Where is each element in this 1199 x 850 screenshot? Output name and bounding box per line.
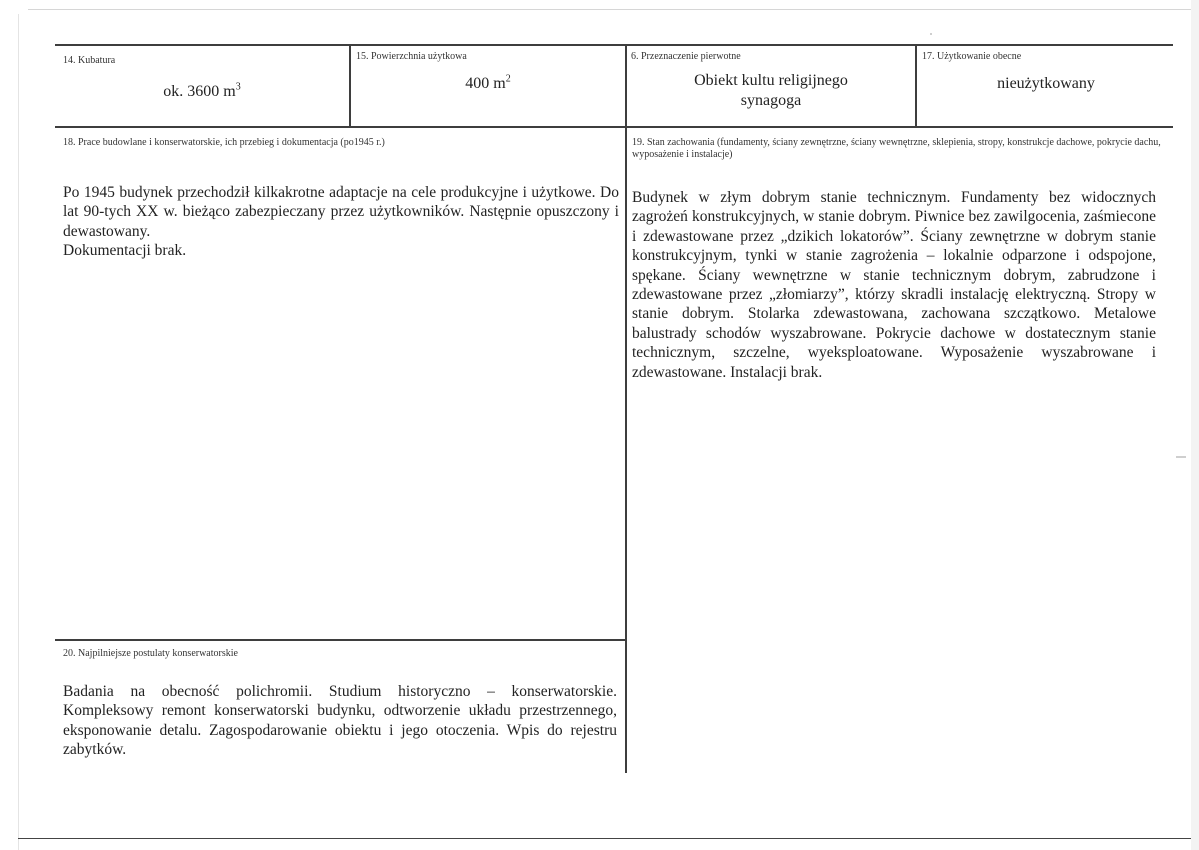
przeznaczenie-value-line2: synagoga: [740, 92, 802, 109]
kubatura-value: ok. 3600 $m^3$: [163, 81, 241, 100]
powierzchnia-value: 400 $m^2$: [465, 73, 511, 92]
scan-top-edge: [28, 9, 1198, 10]
section-divider: [55, 639, 626, 641]
postulaty-text: Badania na obecność polichromii. Studium historyczno – konserwatorskie. Kompleksowy remont konserwatorski budynku, odtworzenie układu przestrzennego, eksponowanie detalu. Zagospodarowanie obiektu i jego otoczenia. Wpis do rejestru zabytków.: [63, 683, 617, 759]
column-divider-1: [349, 45, 351, 127]
uzytkowanie-value: nieużytkowany: [997, 75, 1095, 92]
kubatura-label: 14. Kubatura: [63, 55, 116, 66]
scan-speck: [930, 33, 932, 35]
powierzchnia-label: 15. Powierzchnia użytkowa: [356, 51, 467, 62]
row-divider: [55, 126, 1173, 128]
form-bottom-border: [18, 838, 1198, 839]
prace-text-2: Dokumentacji brak.: [63, 242, 187, 259]
scan-right-edge: [1191, 0, 1199, 850]
column-divider-3: [915, 45, 917, 127]
przeznaczenie-value: [628, 71, 914, 111]
scan-speck: [1176, 456, 1186, 458]
uzytkowanie-label: 17. Użytkowanie obecne: [922, 51, 1022, 62]
prace-text: Po 1945 budynek przechodził kilkakrotne adaptacje na cele produkcyjne i użytkowe. Do lat 90-tych XX w. bieżąco zabezpieczany przez użytkowników. Następnie opuszczony i dewastowany.: [63, 184, 619, 240]
postulaty-label: 20. Najpilniejsze postulaty konserwatorskie: [63, 648, 238, 659]
column-divider-main: [625, 45, 627, 773]
stan-text: Budynek w złym dobrym stanie technicznym. Fundamenty bez widocznych zagrożeń konstrukcyjnych, w stanie dobrym. Piwnice bez zawilgocenia, zaśmiecone i zdewastowane przez „dzikich lokatorów”. Ściany zewnętrzne w dobrym stanie konstrukcyjnym, tynki w stanie zagrożenia – lokalnie odparzone i odspojone, spękane. Ściany wewnętrzne w stanie technicznym dobrym, zabrudzone i zdewastowane przez „złomiarzy”, którzy skradli instalację elektryczną. Stropy w stanie dobrym. Stolarka zdewastowana, zachowana szczątkowo. Metalowe balustrady schodów wyszabrowane. Pokrycie dachowe w dostatecznym stanie technicznym, szczelne, wyeksploatowane. Wyposażenie wyszabrowane i zdewastowane. Instalacji brak.: [632, 189, 1156, 381]
row-top-border: [55, 44, 1173, 46]
przeznaczenie-value-line1: Obiekt kultu religijnego: [694, 72, 848, 89]
przeznaczenie-label: 6. Przeznaczenie pierwotne: [631, 51, 741, 62]
scan-left-edge: [18, 14, 19, 850]
stan-label: 19. Stan zachowania (fundamenty, ściany zewnętrzne, ściany wewnętrzne, sklepienia, stropy, konstrukcje dachowe, pokrycie dachu, wyposażenie i instalacje): [632, 137, 1161, 160]
prace-label: 18. Prace budowlane i konserwatorskie, ich przebieg i dokumentacja (po1945 r.): [63, 137, 385, 148]
